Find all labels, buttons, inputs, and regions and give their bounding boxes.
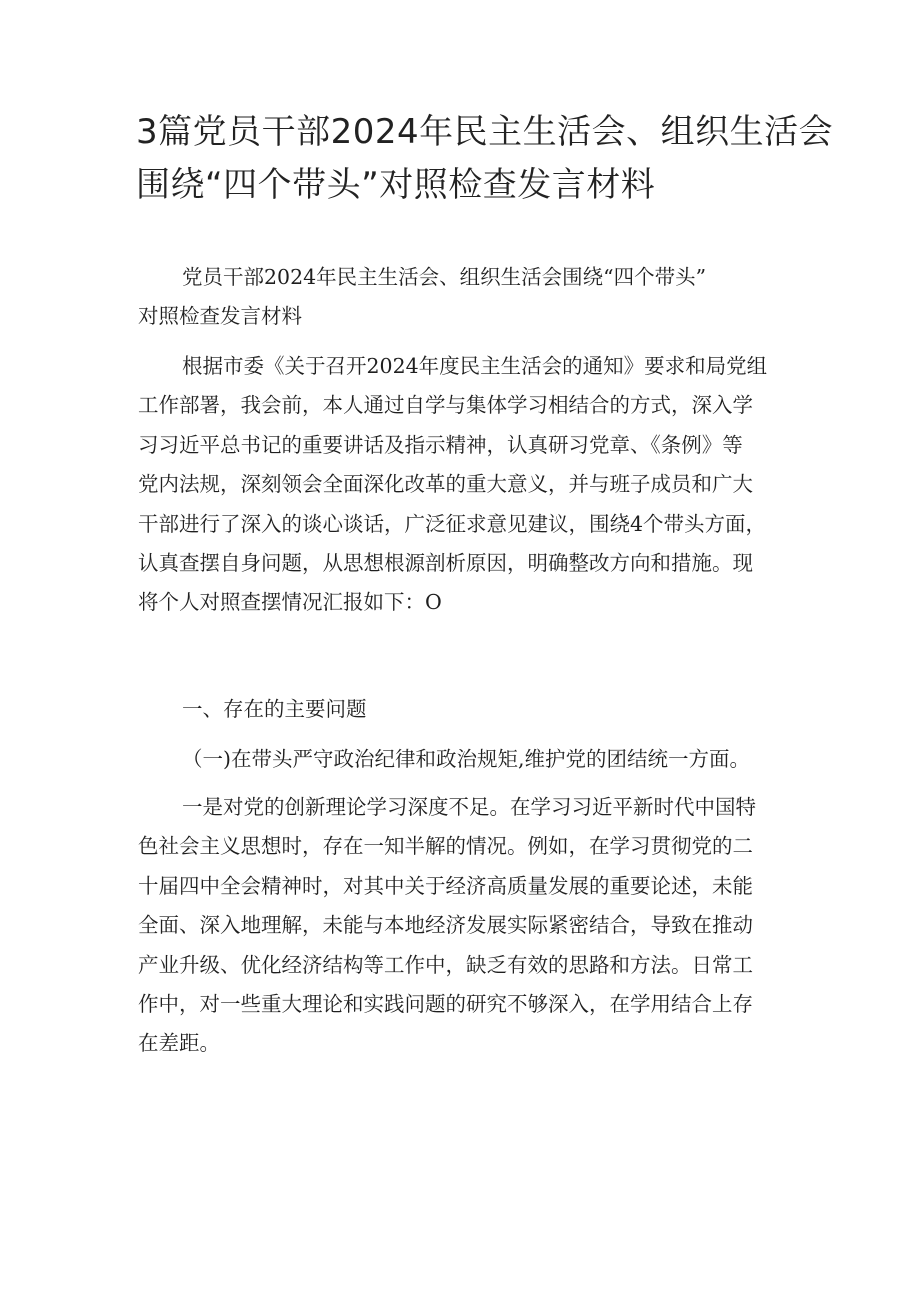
intro-paragraph — [138, 347, 798, 623]
paragraph-line: 工作部署，我会前，本人通过自学与集体学习相结合的方式，深入学 — [138, 393, 753, 418]
document-subtitle — [138, 258, 798, 337]
paragraph-line: 作中，对一些重大理论和实践问题的研究不够深入，在学用结合上存 — [138, 992, 753, 1017]
paragraph-line: 在差距。 — [138, 1031, 220, 1056]
paragraph-line: 习习近平总书记的重要讲话及指示精神，认真研习党章、《条例》等 — [138, 432, 743, 457]
section-heading-text: 一、存在的主要问题 — [182, 697, 367, 721]
paragraph-line: 将个人对照查摆情况汇报如下：O — [138, 590, 442, 615]
paragraph-line: 干部进行了深入的谈心谈话，广泛征求意见建议，围绕4个带头方面， — [138, 511, 767, 536]
title-line: 围绕“四个带头”对照检查发言材料 — [136, 165, 656, 205]
subsection-heading-text: （一)在带头严守政治纪律和政治规矩,维护党的团结统一方面。 — [182, 747, 751, 771]
paragraph-line: 全面、深入地理解，未能与本地经济发展实际紧密结合，导致在推动 — [138, 913, 753, 938]
problem-paragraph — [138, 788, 798, 1064]
paragraph-line: 根据市委《关于召开2024年度民主生活会的通知》要求和局党组 — [182, 354, 768, 378]
paragraph-line: 一是对党的创新理论学习深度不足。在学习习近平新时代中国特 — [182, 795, 756, 819]
paragraph-line: 认真查摆自身问题，从思想根源剖析原因，明确整改方向和措施。现 — [138, 551, 753, 576]
paragraph-line: 色社会主义思想时，存在一知半解的情况。例如，在学习贯彻党的二 — [138, 834, 753, 859]
section-heading — [138, 690, 798, 729]
title-line: 3篇党员干部2024年民主生活会、组织生活会 — [136, 112, 834, 152]
paragraph-line: 产业升级、优化经济结构等工作中，缺乏有效的思路和方法。日常工 — [138, 952, 753, 977]
subsection-heading — [138, 740, 798, 779]
subtitle-line: 党员干部2024年民主生活会、组织生活会围绕“四个带头” — [182, 265, 707, 289]
document-title — [136, 106, 834, 212]
subtitle-line: 对照检查发言材料 — [138, 304, 302, 329]
paragraph-line: 党内法规，深刻领会全面深化改革的重大意义，并与班子成员和广大 — [138, 472, 753, 497]
paragraph-line: 十届四中全会精神时，对其中关于经济高质量发展的重要论述，未能 — [138, 873, 753, 898]
